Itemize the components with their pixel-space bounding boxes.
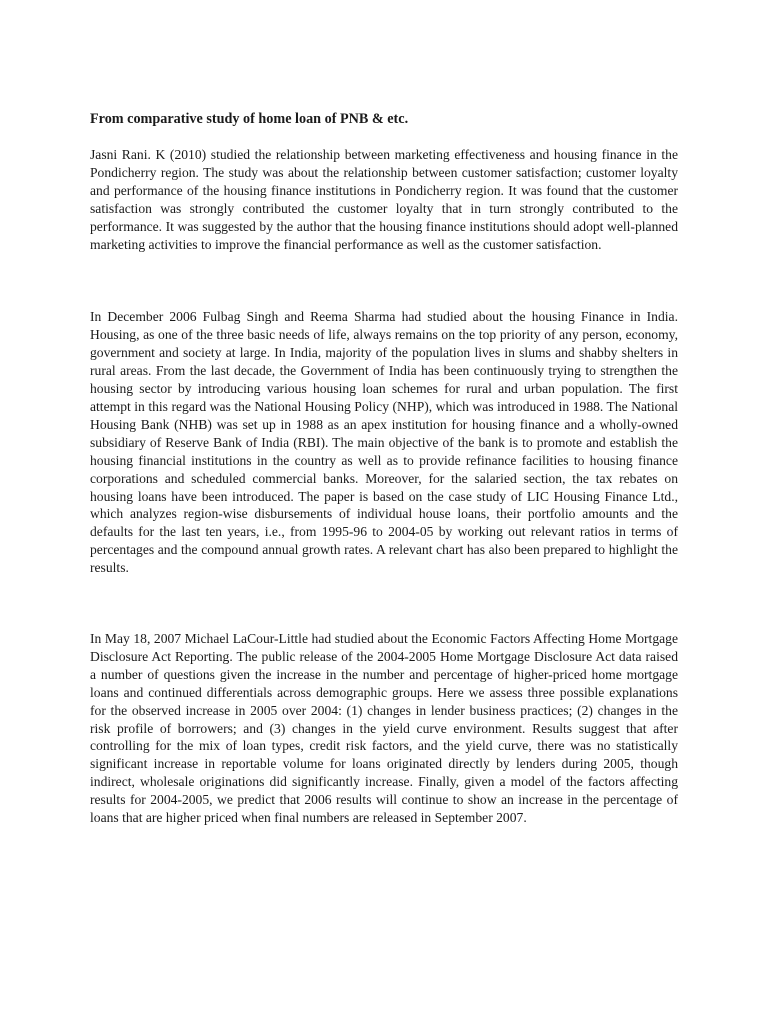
paragraph-jasni-rani: Jasni Rani. K (2010) studied the relationship between marketing effectiveness and housing finance in the Pondicherry region. The study was about the relationship between customer satisfaction; customer loyalty and performance of the housing finance institutions in Pondicherry region. It was found that the customer satisfaction was strongly contributed the customer loyalty that in turn strongly contributed to the performance. It was suggested by the author that the housing finance institutions should adopt well-planned marketing activities to improve the financial performance as well as the customer satisfaction. (90, 147, 678, 252)
document-page (90, 110, 678, 827)
paragraph-spacer (90, 577, 678, 630)
paragraph-fulbag-singh: In December 2006 Fulbag Singh and Reema Sharma had studied about the housing Finance in India. Housing, as one of the three basic needs of life, always remains on the top priority of any person, economy, government and society at large. In India, majority of the population lives in slums and shabby shelters in rural areas. From the last decade, the Government of India has been continuously trying to strengthen the housing sector by introducing various housing loan schemes for rural and urban population. The first attempt in this regard was the National Housing Policy (NHP), which was introduced in 1988. The National Housing Bank (NHB) was set up in 1988 as an apex institution for housing finance and a wholly-owned subsidiary of Reserve Bank of India (RBI). The main objective of the bank is to promote and establish the housing financial institutions in the country as well as to provide refinance facilities to housing finance corporations and scheduled commercial banks. Moreover, for the salaried section, the tax rebates on housing loans have been introduced. The paper is based on the case study of LIC Housing Finance Ltd., which analyzes region-wise disbursements of individual house loans, their portfolio amounts and the defaults for the last ten years, i.e., from 1995-96 to 2004-05 by working out relevant ratios in terms of percentages and the compound annual growth rates. A relevant chart has also been prepared to highlight the results. (90, 309, 678, 576)
paragraph-spacer (90, 253, 678, 308)
document-heading: From comparative study of home loan of PNB & etc. (90, 111, 409, 127)
paragraph-lacour-little: In May 18, 2007 Michael LaCour-Little had studied about the Economic Factors Affecting Home Mortgage Disclosure Act Reporting. The public release of the 2004-2005 Home Mortgage Disclosure Act data raised a number of questions given the increase in the number and percentage of higher-priced home mortgage loans and continued differentials across demographic groups. Here we assess three possible explanations for the observed increase in 2005 over 2004: (1) changes in lender business practices; (2) changes in the risk profile of borrowers; and (3) changes in the yield curve environment. Results suggest that after controlling for the mix of loan types, credit risk factors, and the yield curve, there was no statistically significant increase in reportable volume for loans originated directly by lenders during 2005, though indirect, wholesale originations did significantly increase. Finally, given a model of the factors affecting results for 2004-2005, we predict that 2006 results will continue to show an increase in the percentage of loans that are higher priced when final numbers are released in September 2007. (90, 631, 678, 826)
